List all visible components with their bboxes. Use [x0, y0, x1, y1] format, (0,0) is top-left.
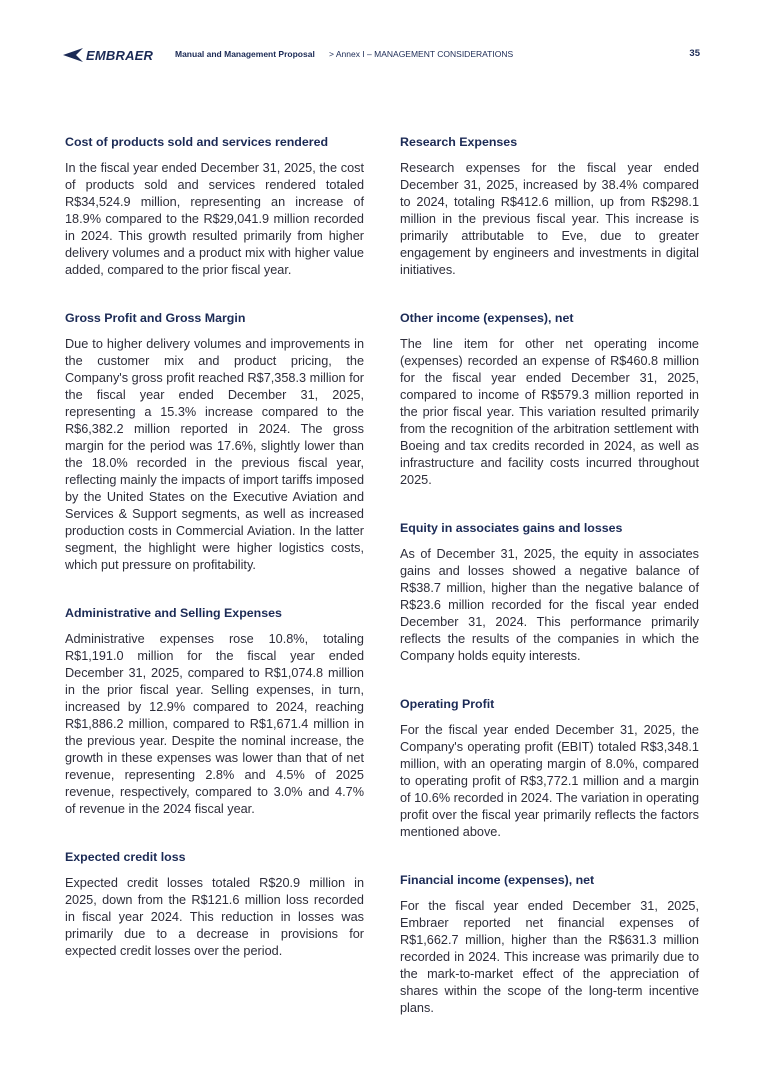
section-heading: Equity in associates gains and losses	[400, 521, 623, 535]
section-heading: Administrative and Selling Expenses	[65, 606, 282, 620]
section-other-income	[400, 310, 699, 489]
document-title: Manual and Management Proposal	[175, 49, 315, 59]
section-heading: Financial income (expenses), net	[400, 873, 595, 887]
section-gross-profit	[65, 310, 364, 574]
section-body: Research expenses for the fiscal year ended December 31, 2025, increased by 38.4% compared to 2024, totaling R$412.6 million, up from R$298.1 million in the previous fiscal year. This increase is primarily attributable to Eve, due to greater engagement by engineers and investments in digital initiatives.	[400, 161, 699, 277]
section-heading: Cost of products sold and services rendered	[65, 135, 329, 149]
section-heading: Other income (expenses), net	[400, 311, 574, 325]
brand-name: EMBRAER	[86, 47, 154, 63]
embraer-logo	[63, 45, 153, 65]
section-body: For the fiscal year ended December 31, 2025, the Company's operating profit (EBIT) totaled R$3,348.1 million, with an operating margin of 8.0%, compared to operating profit of R$3,772.1 million and a margin of 10.6% recorded in 2024. The variation in operating profit over the fiscal year primarily reflects the factors mentioned above.	[400, 723, 699, 839]
section-heading: Operating Profit	[400, 697, 495, 711]
section-cost-of-products	[65, 134, 364, 279]
section-body: As of December 31, 2025, the equity in associates gains and losses showed a negative balance of R$38.7 million, higher than the negative balance of R$23.6 million recorded for the fiscal year ended December 31, 2024. This performance primarily reflects the results of the companies in which the Company holds equity interests.	[400, 547, 699, 663]
left-column	[65, 134, 364, 960]
section-research-expenses	[400, 134, 699, 279]
section-heading: Gross Profit and Gross Margin	[65, 311, 246, 325]
section-body: The line item for other net operating income (expenses) recorded an expense of R$460.8 million for the fiscal year ended December 31, 2025, compared to income of R$579.3 million reported in the prior fiscal year. This variation resulted primarily from the recognition of the arbitration settlement with Boeing and tax credits recorded in 2024, as well as infrastructure and facility costs incurred throughout 2025.	[400, 337, 699, 487]
section-expected-credit-loss	[65, 849, 364, 960]
section-body: Due to higher delivery volumes and improvements in the customer mix and product pricing, the Company's gross profit reached R$7,358.3 million for the fiscal year ended December 31, 2025, representing a 15.3% increase compared to the R$6,382.2 million reported in 2024. The gross margin for the period was 17.6%, slightly lower than the 18.0% recorded in the previous fiscal year, reflecting mainly the impacts of import tariffs imposed by the United States on the Executive Aviation and Services & Support segments, as well as increased production costs in Commercial Aviation. In the latter segment, the highlight were higher logistics costs, which put pressure on profitability.	[65, 337, 364, 572]
section-heading: Expected credit loss	[65, 850, 186, 864]
page-header	[63, 45, 703, 65]
section-operating-profit	[400, 696, 699, 841]
section-financial-income	[400, 872, 699, 1017]
section-body: Expected credit losses totaled R$20.9 million in 2025, down from the R$121.6 million loss recorded in fiscal year 2024. This reduction in losses was primarily due to a decrease in provisions for expected credit losses over the period.	[65, 876, 364, 958]
section-equity-in-associates	[400, 520, 699, 665]
section-admin-selling-expenses	[65, 605, 364, 818]
breadcrumb: > Annex I – MANAGEMENT CONSIDERATIONS	[329, 49, 514, 59]
embraer-wing-icon	[63, 48, 83, 62]
section-body: Administrative expenses rose 10.8%, totaling R$1,191.0 million for the fiscal year ended December 31, 2025, compared to R$1,074.8 million in the prior fiscal year. Selling expenses, in turn, increased by 12.9% compared to 2024, reaching R$1,886.2 million, compared to R$1,671.4 million in the previous year. Despite the nominal increase, the growth in these expenses was lower than that of net revenue, representing 2.8% and 4.5% of 2025 revenue, respectively, compared to 3.0% and 4.7% of revenue in the 2024 fiscal year.	[65, 632, 364, 816]
right-column	[400, 134, 699, 1017]
section-body: For the fiscal year ended December 31, 2025, Embraer reported net financial expenses of R$1,662.7 million, higher than the R$631.3 million recorded in 2024. This increase was primarily due to the mark-to-market effect of the appreciation of shares within the scope of the long-term incentive plans.	[400, 899, 699, 1015]
section-body: In the fiscal year ended December 31, 2025, the cost of products sold and services rendered totaled R$34,524.9 million, representing an increase of 18.9% compared to the R$29,041.9 million recorded in 2024. This growth resulted primarily from higher delivery volumes and a product mix with higher value added, compared to the prior fiscal year.	[65, 161, 364, 277]
page-number: 35	[689, 48, 700, 59]
section-heading: Research Expenses	[400, 135, 518, 149]
